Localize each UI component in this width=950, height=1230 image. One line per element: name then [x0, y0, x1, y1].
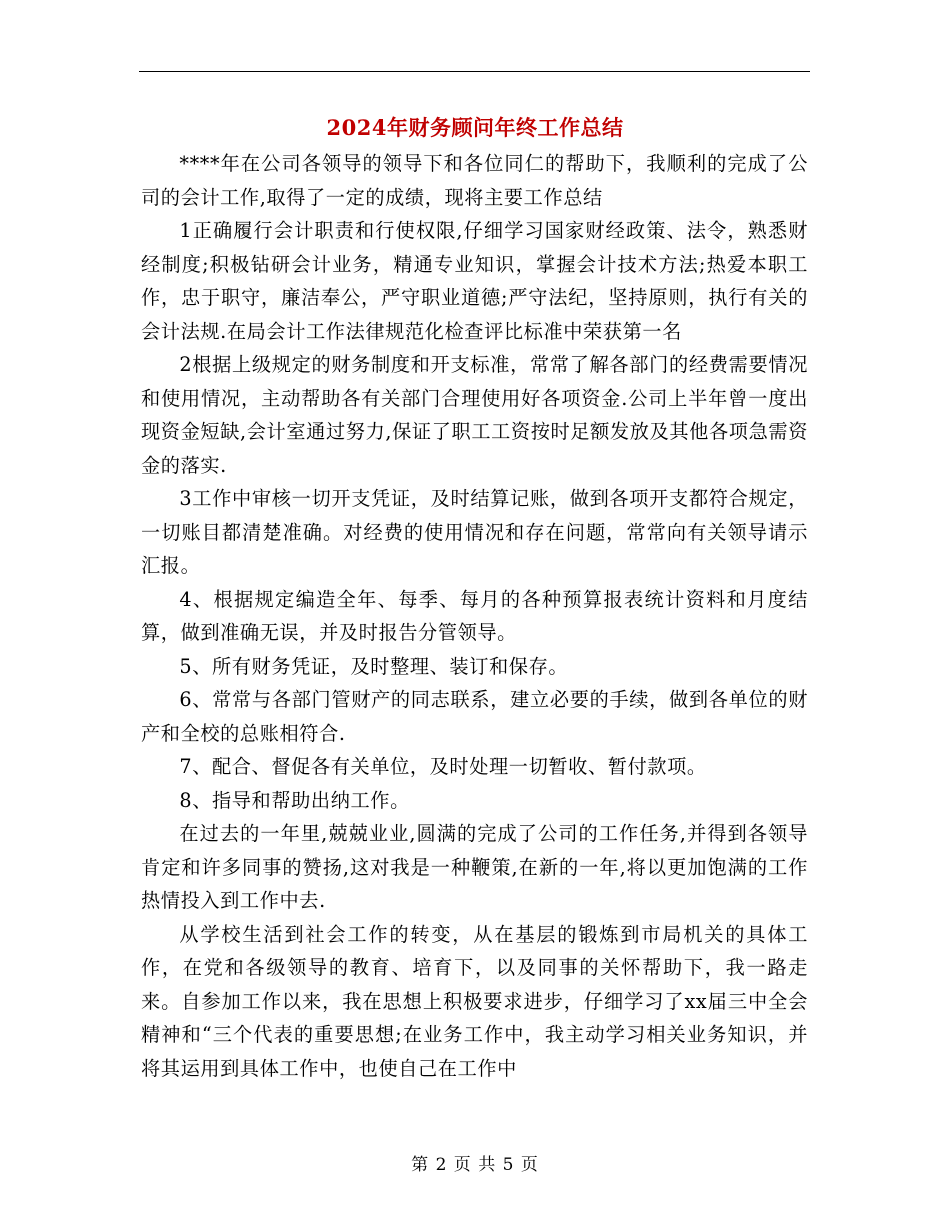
- paragraph-item-5: 5、所有财务凭证，及时整理、装订和保存。: [179, 654, 569, 678]
- document-title: 2024年财务顾问年终工作总结: [326, 115, 624, 140]
- paragraph-item-4: 4、根据规定编造全年、每季、每月的各种预算报表统计资料和月度结算，做到准确无误，并及时报告分管领导。: [141, 587, 808, 644]
- paragraph-item-1: 1正确履行会计职责和行使权限,仔细学习国家财经政策、法令，熟悉财经制度;积极钻研会计业务，精通专业知识，掌握会计技术方法;热爱本职工作，忠于职守，廉洁奉公，严守职业道德;严守法纪，坚持原则，执行有关的会计法规.在局会计工作法律规范化检查评比标准中荣获第一名: [141, 219, 808, 343]
- paragraph-item-6: 6、常常与各部门管财产的同志联系，建立必要的手续，做到各单位的财产和全校的总账相符合.: [141, 688, 808, 745]
- header-rule: [139, 71, 810, 72]
- paragraph-item-8: 8、指导和帮助出纳工作。: [179, 788, 410, 812]
- paragraph-summary: 在过去的一年里,兢兢业业,圆满的完成了公司的工作任务,并得到各领导肯定和许多同事的赞扬,这对我是一种鞭策,在新的一年,将以更加饱满的工作热情投入到工作中去.: [141, 822, 808, 912]
- document-body: [141, 147, 808, 1085]
- paragraph-item-3: 3工作中审核一切开支凭证，及时结算记账，做到各项开支都符合规定，一切账目都清楚准确。对经费的使用情况和存在问题，常常向有关领导请示汇报。: [141, 487, 808, 577]
- paragraph-item-2: 2根据上级规定的财务制度和开支标准，常常了解各部门的经费需要情况和使用情况，主动帮助各有关部门合理使用好各项资金.公司上半年曾一度出现资金短缺,会计室通过努力,保证了职工工资按时足额发放及其他各项急需资金的落实.: [141, 353, 808, 477]
- paragraph-item-7: 7、配合、督促各有关单位，及时处理一切暂收、暂付款项。: [179, 755, 707, 778]
- paragraph-intro: ****年在公司各领导的领导下和各位同仁的帮助下，我顺利的完成了公司的会计工作,取得了一定的成绩，现将主要工作总结: [141, 152, 808, 209]
- paragraph-reflection: 从学校生活到社会工作的转变，从在基层的锻炼到市局机关的具体工作，在党和各级领导的教育、培育下，以及同事的关怀帮助下，我一路走来。自参加工作以来，我在思想上积极要求进步，仔细学习了xx届三中全会精神和“三个代表的重要思想;在业务工作中，我主动学习相关业务知识，并将其运用到具体工作中，也使自己在工作中: [141, 922, 808, 1080]
- page-number-footer: 第 2 页 共 5 页: [411, 1155, 539, 1175]
